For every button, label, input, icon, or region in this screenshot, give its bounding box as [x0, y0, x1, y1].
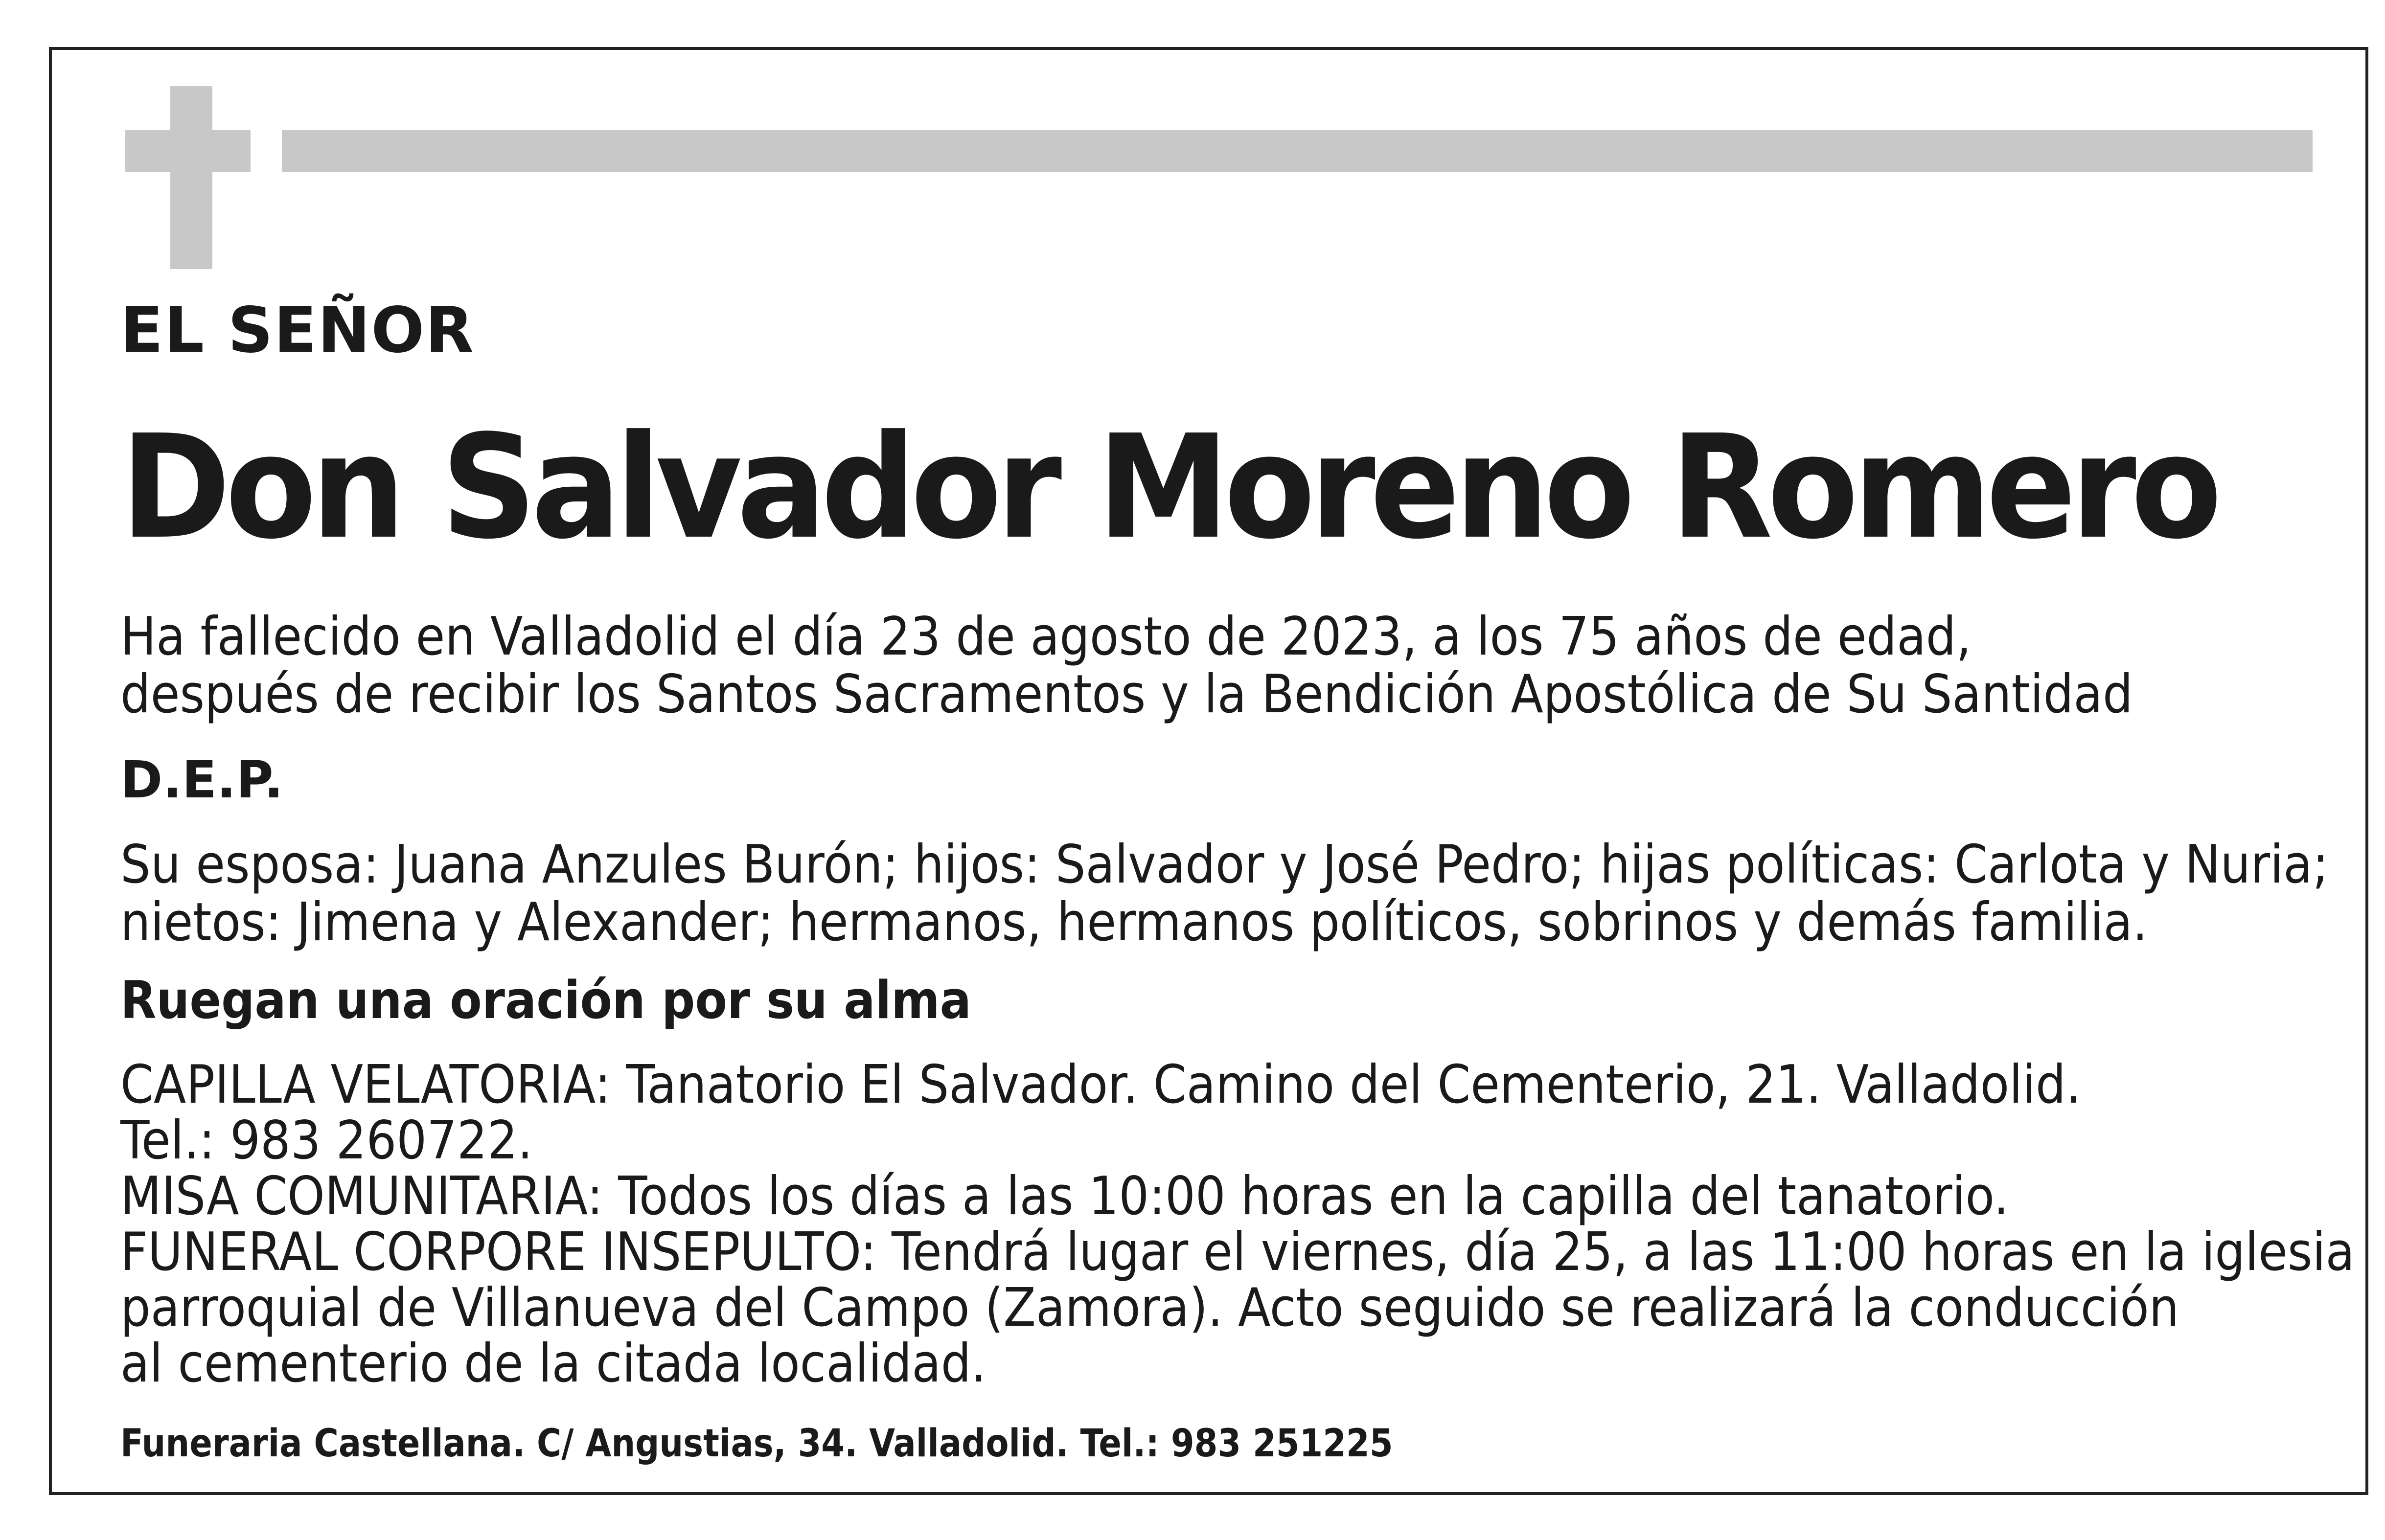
- funeral-home-footer: Funeraria Castellana. C/ Angustias, 34. Valladolid. Tel.: 983 251225: [120, 1422, 1393, 1466]
- honorific-title: EL SEÑOR: [120, 294, 475, 367]
- dep-label: D.E.P.: [120, 750, 284, 810]
- services-line-2: Tel.: 983 260722.: [120, 1110, 533, 1171]
- announcement-line-2: después de recibir los Santos Sacramentos y la Bendición Apostólica de Su Santidad: [120, 664, 2133, 725]
- services-line-6: al cementerio de la citada localidad.: [120, 1333, 986, 1394]
- deceased-name: Don Salvador Moreno Romero: [120, 404, 2217, 570]
- services-line-1: CAPILLA VELATORIA: Tanatorio El Salvador. Camino del Cementerio, 21. Valladolid.: [120, 1054, 2081, 1115]
- services-line-3: MISA COMUNITARIA: Todos los días a las 10:00 horas en la capilla del tanatorio.: [120, 1166, 2009, 1227]
- prayer-request: Ruegan una oración por su alma: [120, 970, 972, 1030]
- services-line-4: FUNERAL CORPORE INSEPULTO: Tendrá lugar el viernes, día 25, a las 11:00 horas en la iglesia: [120, 1222, 2355, 1283]
- family-line-1: Su esposa: Juana Anzules Burón; hijos: Salvador y José Pedro; hijas políticas: Carlota y Nuria;: [120, 834, 2329, 895]
- announcement-line-1: Ha fallecido en Valladolid el día 23 de agosto de 2023, a los 75 años de edad,: [120, 606, 1972, 667]
- services-line-5: parroquial de Villanueva del Campo (Zamora). Acto seguido se realizará la conducción: [120, 1277, 2179, 1338]
- family-line-2: nietos: Jimena y Alexander; hermanos, hermanos políticos, sobrinos y demás familia.: [120, 892, 2148, 953]
- header-rule: [282, 130, 2313, 172]
- cross-icon-horizontal-bar: [125, 130, 251, 172]
- cross-icon-vertical-bar: [170, 86, 212, 269]
